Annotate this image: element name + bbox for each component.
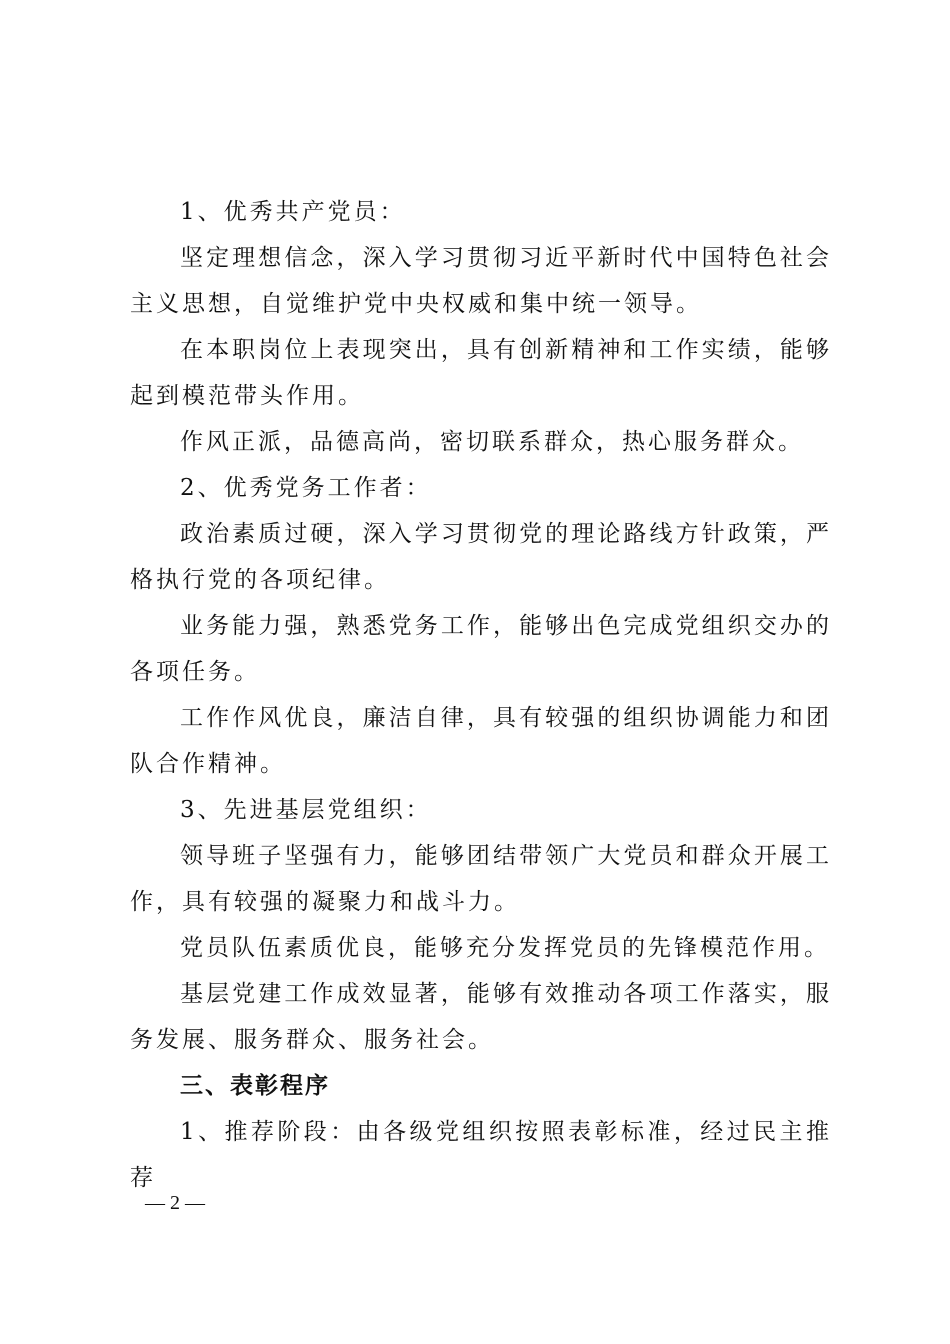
paragraph: 1、推荐阶段：由各级党组织按照表彰标准，经过民主推荐 bbox=[130, 1119, 832, 1191]
paragraph: 基层党建工作成效显著，能够有效推动各项工作落实，服务发展、服务群众、服务社会。 bbox=[130, 981, 832, 1053]
paragraph: 政治素质过硬，深入学习贯彻党的理论路线方针政策，严格执行党的各项纪律。 bbox=[130, 521, 832, 593]
page-number: — 2 — bbox=[145, 1192, 205, 1214]
paragraph: 坚定理想信念，深入学习贯彻习近平新时代中国特色社会主义思想，自觉维护党中央权威和集中统一领导。 bbox=[130, 245, 832, 317]
subheading-advanced-party-organization: 3、先进基层党组织： bbox=[180, 797, 432, 823]
paragraph: 业务能力强，熟悉党务工作，能够出色完成党组织交办的各项任务。 bbox=[130, 613, 832, 685]
paragraph: 作风正派，品德高尚，密切联系群众，热心服务群众。 bbox=[180, 429, 804, 455]
section-heading-commendation-procedure: 三、表彰程序 bbox=[180, 1072, 330, 1099]
paragraph: 工作作风优良，廉洁自律，具有较强的组织协调能力和团队合作精神。 bbox=[130, 705, 832, 777]
subheading-outstanding-member: 1、优秀共产党员： bbox=[180, 199, 406, 225]
document-body bbox=[130, 189, 832, 1201]
paragraph: 在本职岗位上表现突出，具有创新精神和工作实绩，能够起到模范带头作用。 bbox=[130, 337, 832, 409]
subheading-outstanding-party-worker: 2、优秀党务工作者： bbox=[180, 475, 432, 501]
paragraph: 领导班子坚强有力，能够团结带领广大党员和群众开展工作，具有较强的凝聚力和战斗力。 bbox=[130, 843, 832, 915]
paragraph: 党员队伍素质优良，能够充分发挥党员的先锋模范作用。 bbox=[180, 935, 830, 961]
